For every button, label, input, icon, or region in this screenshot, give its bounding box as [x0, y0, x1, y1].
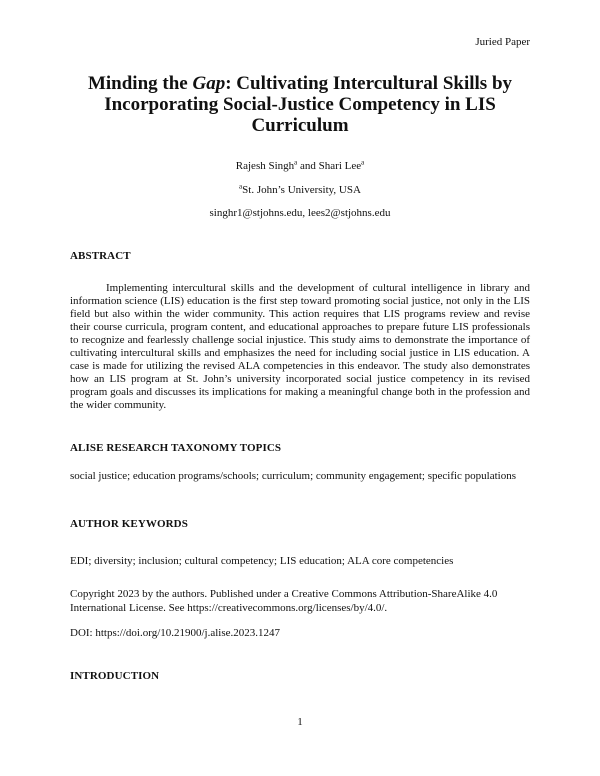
- title-prefix: Minding the: [87, 73, 193, 94]
- doi-line: DOI: https://doi.org/10.21900/j.alise.2023.1247: [70, 627, 281, 639]
- keywords-text: EDI; diversity; inclusion; cultural competency; LIS education; ALA core competencies: [70, 555, 454, 567]
- title-emphasis: Gap: [192, 73, 226, 94]
- keywords-heading: AUTHOR KEYWORDS: [70, 518, 188, 530]
- author-2-affiliation-mark: a: [361, 158, 365, 167]
- juried-paper-label: Juried Paper: [475, 36, 530, 48]
- introduction-heading: INTRODUCTION: [70, 670, 160, 682]
- author-1-affiliation-mark: a: [294, 158, 298, 167]
- abstract-heading: ABSTRACT: [70, 250, 131, 262]
- author-2-name: Shari Lee: [318, 160, 362, 172]
- author-emails: singhr1@stjohns.edu, lees2@stjohns.edu: [209, 207, 391, 219]
- author-connector: and: [297, 160, 319, 172]
- affiliation-name: St. John’s University, USA: [242, 184, 361, 196]
- affiliation-line: [0, 184, 600, 196]
- author-line: [0, 160, 600, 172]
- title-rest: : Cultivating Intercultural Skills by Incorporating Social-Justice Competency in LIS Curriculum: [104, 73, 513, 136]
- affiliation-mark: a: [239, 182, 243, 191]
- abstract-text: Implementing intercultural skills and the development of cultural intelligence in library and information science (LIS) education is the first step toward promoting social justice, not only in the LIS field but also within the wider community. This action requires that LIS programs review and revise their course curricula, program content, and educational approaches to prepare future LIS professionals to recognize and fearlessly challenge social injustice. This study aims to demonstrate the importance of cultivating intercultural skills and emphasizes the need for including social justice in LIS education. A case is made for utilizing the revised ALA competencies in this endeavor. The study also demonstrates how an LIS program at St. John’s university incorporated social justice competency in its revised program goals and discusses its implications for making a meaningful change both in the profession and the wider community.: [70, 282, 530, 411]
- paper-title: [60, 73, 540, 136]
- page-number: 1: [297, 716, 303, 728]
- copyright-notice: Copyright 2023 by the authors. Published under a Creative Commons Attribution-ShareAlike 4.0 International License. See https://creativecommons.org/licenses/by/4.0/.: [70, 588, 498, 614]
- author-1-name: Rajesh Singh: [235, 160, 295, 172]
- taxonomy-text: social justice; education programs/schools; curriculum; community engagement; specific populations: [70, 470, 516, 482]
- taxonomy-heading: ALISE RESEARCH TAXONOMY TOPICS: [70, 442, 282, 454]
